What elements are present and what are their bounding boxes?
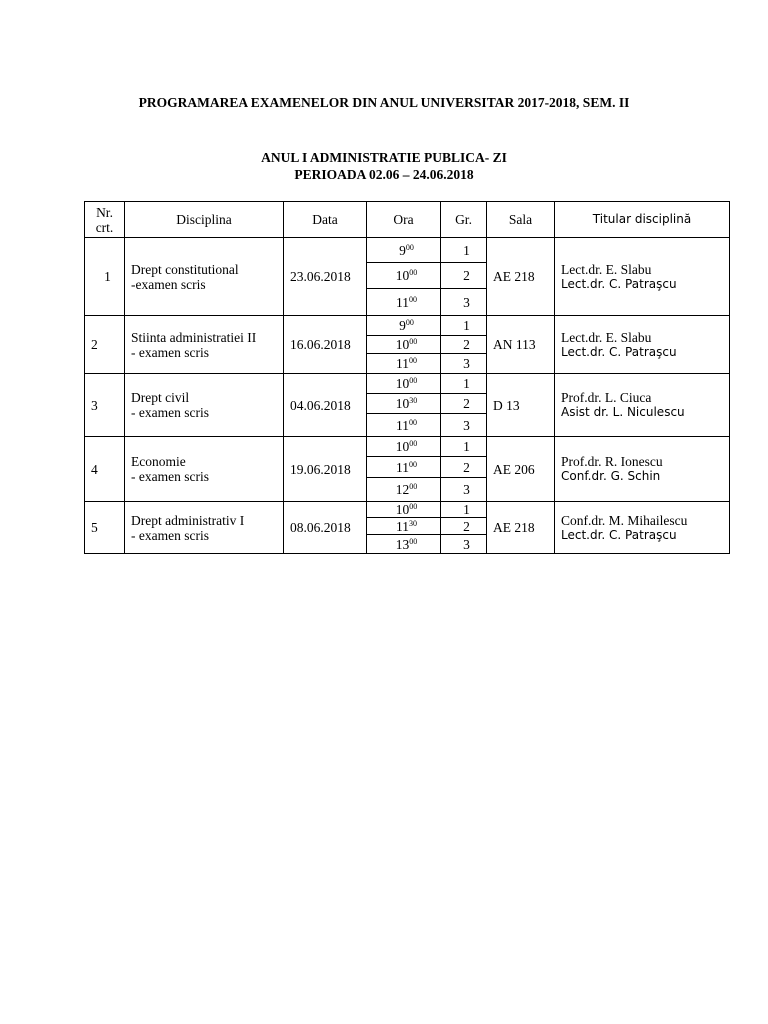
cell-ora	[367, 518, 441, 535]
cell-group: 2	[441, 394, 487, 414]
cell-date: 16.06.2018	[284, 316, 367, 374]
exam-type: - examen scris	[131, 405, 209, 420]
exam-schedule-table	[84, 201, 730, 554]
minutes: 00	[409, 502, 418, 511]
discipline-name: Economie	[131, 454, 186, 469]
cell-date: 23.06.2018	[284, 238, 367, 316]
minutes: 00	[409, 337, 418, 346]
cell-ora	[367, 535, 441, 554]
exam-type: - examen scris	[131, 469, 209, 484]
hour: 11	[396, 459, 409, 475]
cell-titular	[555, 502, 730, 554]
hour: 10	[395, 396, 410, 411]
header-nr-crt	[85, 202, 125, 238]
cell-ora	[367, 374, 441, 394]
titular-1: Lect.dr. E. Slabu	[561, 261, 652, 277]
cell-sala: AE 206	[487, 437, 555, 502]
cell-ora	[367, 502, 441, 518]
minutes: 00	[409, 376, 418, 385]
hour: 12	[395, 482, 410, 497]
minutes: 30	[409, 396, 418, 405]
cell-group: 3	[441, 478, 487, 502]
cell-titular	[555, 238, 730, 316]
cell-group: 1	[441, 437, 487, 457]
cell-ora	[367, 316, 441, 336]
hour: 11	[396, 417, 409, 433]
cell-titular	[555, 437, 730, 502]
hour: 9	[399, 242, 406, 258]
cell-ora	[367, 457, 441, 478]
table-row	[85, 437, 730, 457]
cell-ora	[367, 289, 441, 316]
exam-type: -examen scris	[131, 276, 206, 292]
minutes: 00	[409, 536, 418, 546]
hour: 11	[396, 294, 409, 310]
cell-ora	[367, 354, 441, 374]
cell-group: 1	[441, 374, 487, 394]
cell-ora	[367, 238, 441, 263]
cell-date: 08.06.2018	[284, 502, 367, 554]
cell-nr: 4	[85, 437, 125, 502]
header-nr-label: Nr.	[96, 204, 113, 220]
cell-titular	[555, 374, 730, 437]
table-header-row	[85, 202, 730, 238]
minutes: 00	[409, 417, 417, 427]
header-titular: Titular disciplină	[555, 202, 730, 238]
minutes: 00	[409, 482, 418, 491]
cell-date: 04.06.2018	[284, 374, 367, 437]
cell-group: 2	[441, 263, 487, 289]
minutes: 00	[409, 294, 417, 304]
hour: 10	[395, 502, 410, 517]
titular-1: Prof.dr. R. Ionescu	[561, 454, 663, 469]
minutes: 00	[409, 439, 418, 448]
minutes: 00	[405, 318, 414, 327]
minutes: 00	[409, 268, 418, 277]
table-row	[85, 316, 730, 336]
cell-group: 2	[441, 336, 487, 354]
hour: 10	[395, 376, 410, 391]
hour: 10	[395, 268, 410, 283]
cell-sala: AE 218	[487, 502, 555, 554]
table-row	[85, 238, 730, 263]
header-crt-label: crt.	[95, 219, 114, 235]
minutes: 00	[409, 356, 417, 365]
hour: 11	[396, 356, 409, 371]
cell-ora	[367, 478, 441, 502]
discipline-name: Drept administrativ I	[131, 512, 245, 528]
program-subtitle: ANUL I ADMINISTRATIE PUBLICA- ZI	[261, 150, 507, 165]
cell-disciplina	[125, 238, 284, 316]
cell-date: 19.06.2018	[284, 437, 367, 502]
cell-nr: 1	[85, 238, 125, 316]
discipline-name: Drept constitutional	[131, 261, 239, 277]
cell-nr: 2	[85, 316, 125, 374]
hour: 10	[395, 439, 410, 454]
titular-1: Conf.dr. M. Mihailescu	[561, 512, 688, 528]
exam-type: - examen scris	[131, 344, 209, 360]
cell-nr: 5	[85, 502, 125, 554]
hour: 11	[396, 518, 409, 534]
cell-group: 1	[441, 502, 487, 518]
minutes: 30	[409, 518, 417, 528]
exam-type: - examen scris	[131, 527, 209, 543]
cell-group: 1	[441, 316, 487, 336]
cell-group: 1	[441, 238, 487, 263]
titular-2: Lect.dr. C. Patraşcu	[561, 527, 677, 542]
cell-sala: AE 218	[487, 238, 555, 316]
cell-sala: AN 113	[487, 316, 555, 374]
cell-disciplina	[125, 437, 284, 502]
header-data: Data	[284, 202, 367, 238]
titular-1: Prof.dr. L. Ciuca	[561, 390, 652, 405]
cell-group: 2	[441, 518, 487, 535]
table-row	[85, 374, 730, 394]
cell-ora	[367, 414, 441, 437]
cell-ora	[367, 394, 441, 414]
cell-ora	[367, 263, 441, 289]
minutes: 00	[409, 459, 417, 469]
cell-titular	[555, 316, 730, 374]
cell-group: 3	[441, 414, 487, 437]
header-disciplina: Disciplina	[125, 202, 284, 238]
hour: 13	[395, 536, 410, 552]
hour: 9	[399, 318, 406, 333]
cell-group: 3	[441, 289, 487, 316]
titular-2: Asist dr. L. Niculescu	[561, 405, 685, 419]
cell-group: 3	[441, 535, 487, 554]
titular-1: Lect.dr. E. Slabu	[561, 329, 652, 345]
exam-period: PERIOADA 02.06 – 24.06.2018	[294, 167, 474, 182]
header-gr: Gr.	[441, 202, 487, 238]
hour: 10	[395, 337, 410, 352]
cell-group: 3	[441, 354, 487, 374]
cell-ora	[367, 437, 441, 457]
table-row	[85, 502, 730, 518]
titular-2: Conf.dr. G. Schin	[561, 469, 661, 483]
cell-ora	[367, 336, 441, 354]
cell-group: 2	[441, 457, 487, 478]
cell-disciplina	[125, 316, 284, 374]
discipline-name: Stiinta administratiei II	[131, 329, 257, 345]
header-ora: Ora	[367, 202, 441, 238]
titular-2: Lect.dr. C. Patraşcu	[561, 276, 677, 291]
cell-sala: D 13	[487, 374, 555, 437]
cell-nr: 3	[85, 374, 125, 437]
titular-2: Lect.dr. C. Patraşcu	[561, 344, 677, 359]
cell-disciplina	[125, 374, 284, 437]
page-title: PROGRAMAREA EXAMENELOR DIN ANUL UNIVERSITAR 2017-2018, SEM. II	[138, 95, 630, 110]
header-sala: Sala	[487, 202, 555, 238]
discipline-name: Drept civil	[131, 390, 190, 405]
minutes: 00	[405, 242, 414, 252]
cell-disciplina	[125, 502, 284, 554]
